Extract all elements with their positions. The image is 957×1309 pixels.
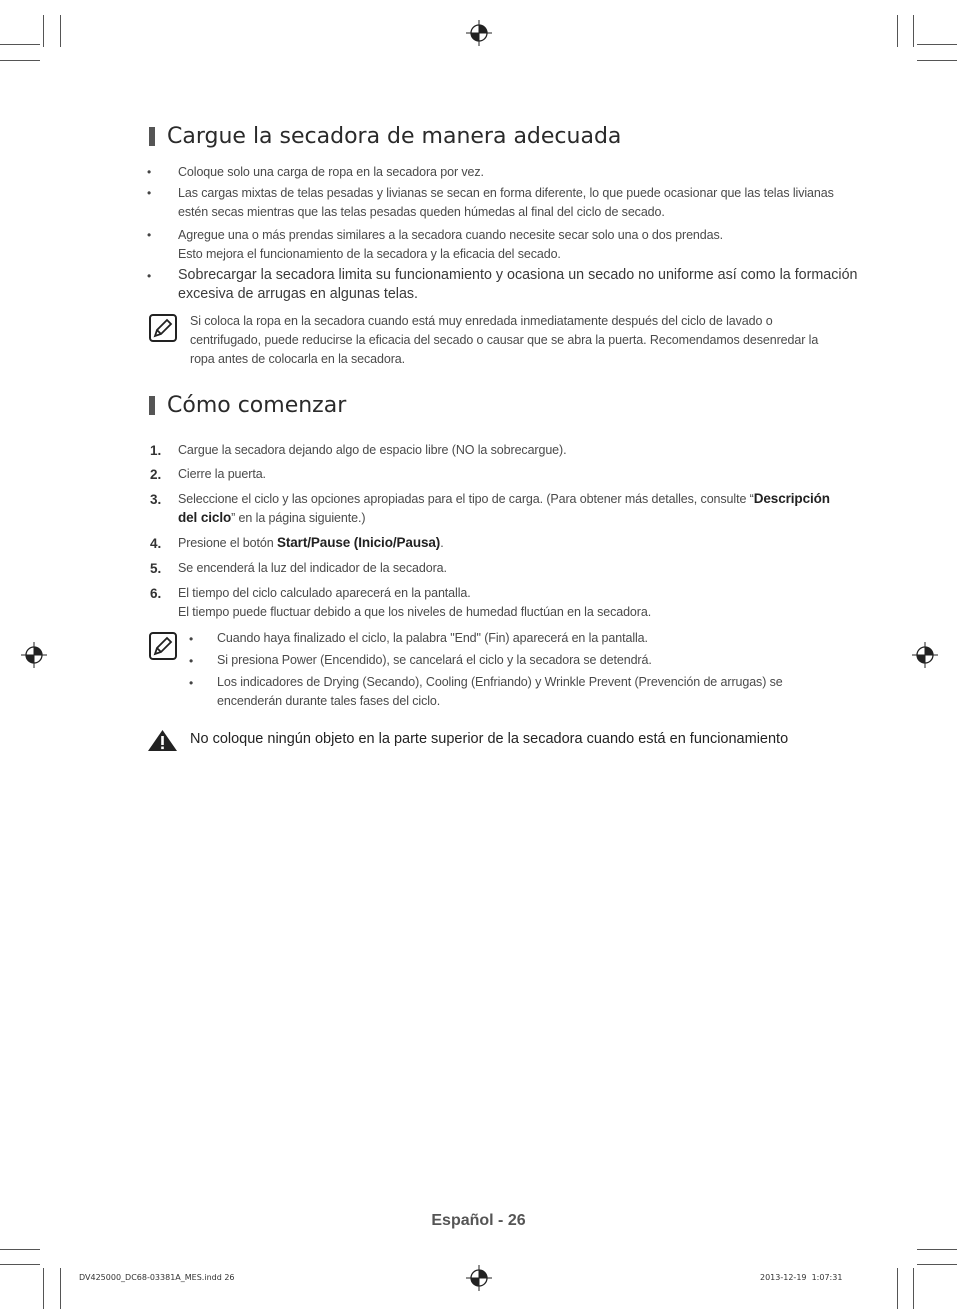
step-number: 3. <box>150 492 162 507</box>
step-number: 4. <box>150 536 162 551</box>
note-text: encenderán durante tales fases del ciclo. <box>217 694 441 708</box>
step-text-part: . <box>440 536 444 550</box>
list-item: Sobrecargar la secadora limita su funcionamiento y ocasiona un secado no uniforme así como la formación <box>178 267 858 283</box>
page-number: Español - 26 <box>431 1212 526 1229</box>
note-icon <box>148 631 178 661</box>
bullet: • <box>147 269 152 283</box>
bullet: • <box>147 228 152 242</box>
step-text-part: Seleccione el ciclo y las opciones apropiadas para el tipo de carga. (Para obtener más detalles, consulte “ <box>178 492 754 506</box>
step-text: Se encenderá la luz del indicador de la secadora. <box>178 561 447 575</box>
bullet: • <box>189 654 194 668</box>
note-text: Cuando haya finalizado el ciclo, la palabra "End" (Fin) aparecerá en la pantalla. <box>217 631 648 645</box>
warning-icon <box>147 729 178 752</box>
step-number: 1. <box>150 443 162 458</box>
registration-mark-icon <box>21 642 47 668</box>
registration-mark-icon <box>912 642 938 668</box>
section-title-text: Cargue la secadora de manera adecuada <box>167 124 622 149</box>
bullet: • <box>147 186 152 200</box>
step-text: El tiempo del ciclo calculado aparecerá en la pantalla. <box>178 586 471 600</box>
list-item: Las cargas mixtas de telas pesadas y livianas se secan en forma diferente, lo que puede ocasionar que las telas livianas <box>178 186 834 200</box>
list-item: Esto mejora el funcionamiento de la secadora y la eficacia del secado. <box>178 247 561 261</box>
date-slug: 2013-12-19 ￼￼ 1:07:31 <box>760 1273 843 1282</box>
list-item: Coloque solo una carga de ropa en la secadora por vez. <box>178 165 484 179</box>
warning-text: No coloque ningún objeto en la parte superior de la secadora cuando está en funcionamiento <box>190 731 789 747</box>
file-slug: DV425000_DC68-03381A_MES.indd 26 <box>79 1273 235 1282</box>
step-text <box>178 535 444 550</box>
step-number: 2. <box>150 467 162 482</box>
section-title-start <box>149 393 346 418</box>
step-text: Cierre la puerta. <box>178 467 266 481</box>
step-text: Cargue la secadora dejando algo de espacio libre (NO la sobrecargue). <box>178 443 567 457</box>
heading-bar <box>149 127 155 146</box>
registration-mark-icon <box>466 20 492 46</box>
section-title-text: Cómo comenzar <box>167 393 347 418</box>
step-text-part: Presione el botón <box>178 536 277 550</box>
list-item: Agregue una o más prendas similares a la secadora cuando necesite secar solo una o dos prendas. <box>178 228 724 242</box>
step-text <box>178 510 365 525</box>
bullet: • <box>189 676 194 690</box>
section-title-load <box>149 124 621 149</box>
bullet: • <box>189 632 194 646</box>
list-item: excesiva de arrugas en algunas telas. <box>178 286 419 302</box>
step-text-bold: del ciclo <box>178 510 232 525</box>
registration-mark-icon <box>466 1265 492 1291</box>
step-text-part: ” en la página siguiente.) <box>231 511 366 525</box>
note-text: Si presiona Power (Encendido), se cancelará el ciclo y la secadora se detendrá. <box>217 653 652 667</box>
step-text-bold: Start/Pause (Inicio/Pausa) <box>276 535 441 550</box>
step-number: 5. <box>150 561 162 576</box>
step-text <box>178 491 830 506</box>
step-text-bold: Descripción <box>753 491 830 506</box>
note-text: ropa antes de colocarla en la secadora. <box>190 352 405 366</box>
heading-bar <box>149 396 155 415</box>
note-icon <box>148 313 178 343</box>
step-number: 6. <box>150 586 162 601</box>
note-text: Los indicadores de Drying (Secando), Cooling (Enfriando) y Wrinkle Prevent (Prevención de arrugas) se <box>217 675 783 689</box>
note-text: centrifugado, puede reducirse la eficacia del secado o causar que se abra la puerta. Recomendamos desenredar la <box>190 333 819 347</box>
step-text: El tiempo puede fluctuar debido a que los niveles de humedad fluctúan en la secadora. <box>178 605 652 619</box>
bullet: • <box>147 165 152 179</box>
note-text: Si coloca la ropa en la secadora cuando está muy enredada inmediatamente después del ciclo de lavado o <box>190 314 773 328</box>
list-item: estén secas mientras que las telas pesadas queden húmedas al final del ciclo de secado. <box>178 205 665 219</box>
